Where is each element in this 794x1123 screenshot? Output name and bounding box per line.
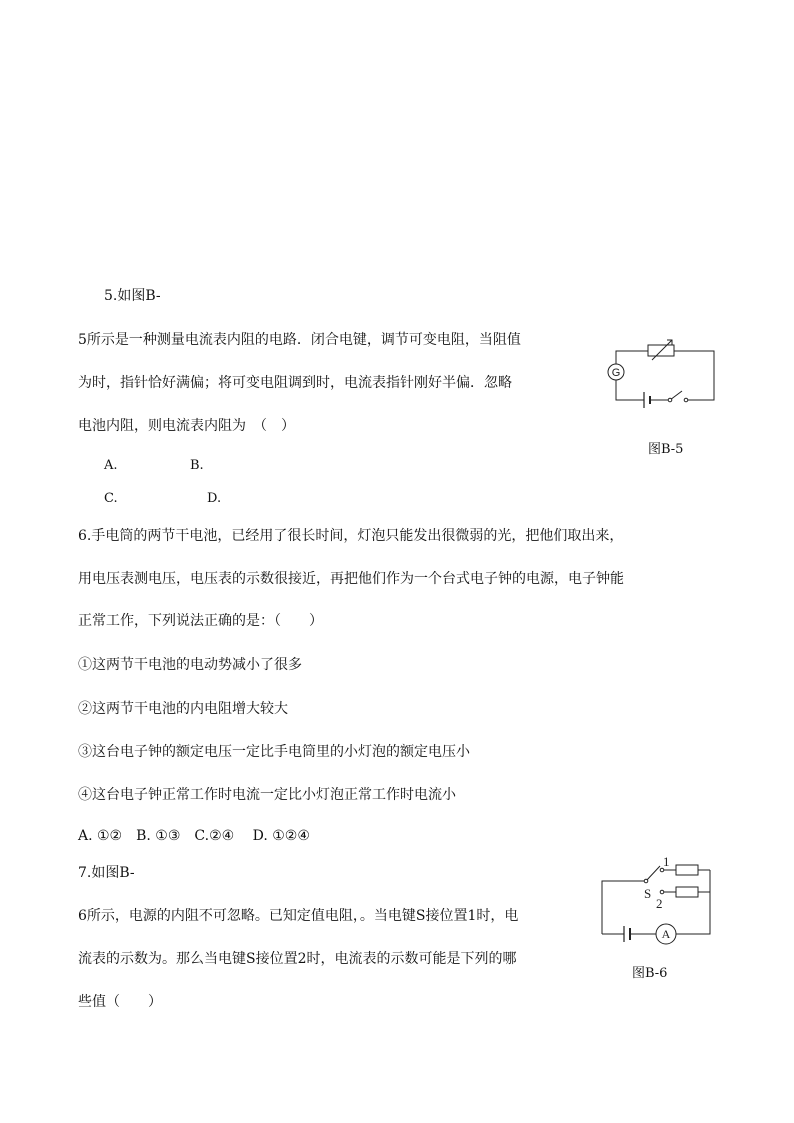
- q7-heading: 7.如图B-: [78, 865, 135, 881]
- galvanometer-label: G: [611, 367, 621, 379]
- q5-heading: 5.如图B-: [104, 288, 161, 304]
- switch-icon: [646, 866, 660, 881]
- q6-statement-2: ②这两节干电池的内电阻增大较大: [78, 701, 288, 717]
- resistor-1-icon: [676, 865, 698, 875]
- q5-text-line-2: 为时，指针恰好满偏；将可变电阻调到时，电流表指针刚好半偏．忽略: [78, 375, 512, 391]
- q6-statement-1: ①这两节干电池的电动势减小了很多: [78, 657, 302, 673]
- q6-statement-3: ③这台电子钟的额定电压一定比手电筒里的小灯泡的额定电压小: [78, 744, 470, 760]
- circuit-figure-b6: [596, 856, 720, 952]
- figure-b5-caption: 图B-5: [648, 442, 684, 457]
- q5-text-line-1: 5所示是一种测量电流表内阻的电路．闭合电键，调节可变电阻，当阻值: [78, 332, 521, 348]
- ammeter-label: A: [661, 927, 671, 941]
- q5-option-c: C.: [104, 491, 118, 506]
- resistor-2-icon: [676, 887, 698, 897]
- q6-statement-4: ④这台电子钟正常工作时电流一定比小灯泡正常工作时电流小: [78, 787, 456, 803]
- q6-text-line-2: 用电压表测电压，电压表的示数很接近，再把他们作为一个台式电子钟的电源，电子钟能: [78, 571, 624, 587]
- q7-text-line-2: 流表的示数为。那么当电键S接位置2时，电流表的示数可能是下列的哪: [78, 951, 517, 967]
- q7-text-line-3: 些值（ ）: [78, 994, 162, 1010]
- q5-option-d: D.: [207, 491, 222, 506]
- q7-text-line-1: 6所示，电源的内阻不可忽略。已知定值电阻，。当电键S接位置1时，电: [78, 908, 519, 924]
- position-2-label: 2: [656, 896, 663, 911]
- q6-text-line-1: 6.手电筒的两节干电池，已经用了很长时间，灯泡只能发出很微弱的光，把他们取出来，: [78, 528, 624, 544]
- figure-b6-caption: 图B-6: [632, 966, 668, 981]
- switch-label: S: [644, 886, 652, 901]
- q5-option-b: B.: [190, 458, 204, 473]
- q6-options: A. ①② B. ①③ C.②④ D. ①②④: [78, 828, 310, 844]
- q5-option-a: A.: [104, 458, 118, 473]
- position-1-label: 1: [663, 856, 670, 869]
- circuit-figure-b5: [600, 336, 724, 416]
- q6-text-line-3: 正常工作，下列说法正确的是：（ ）: [78, 613, 323, 629]
- q5-text-line-3: 电池内阻，则电流表内阻为 （ ）: [78, 418, 295, 434]
